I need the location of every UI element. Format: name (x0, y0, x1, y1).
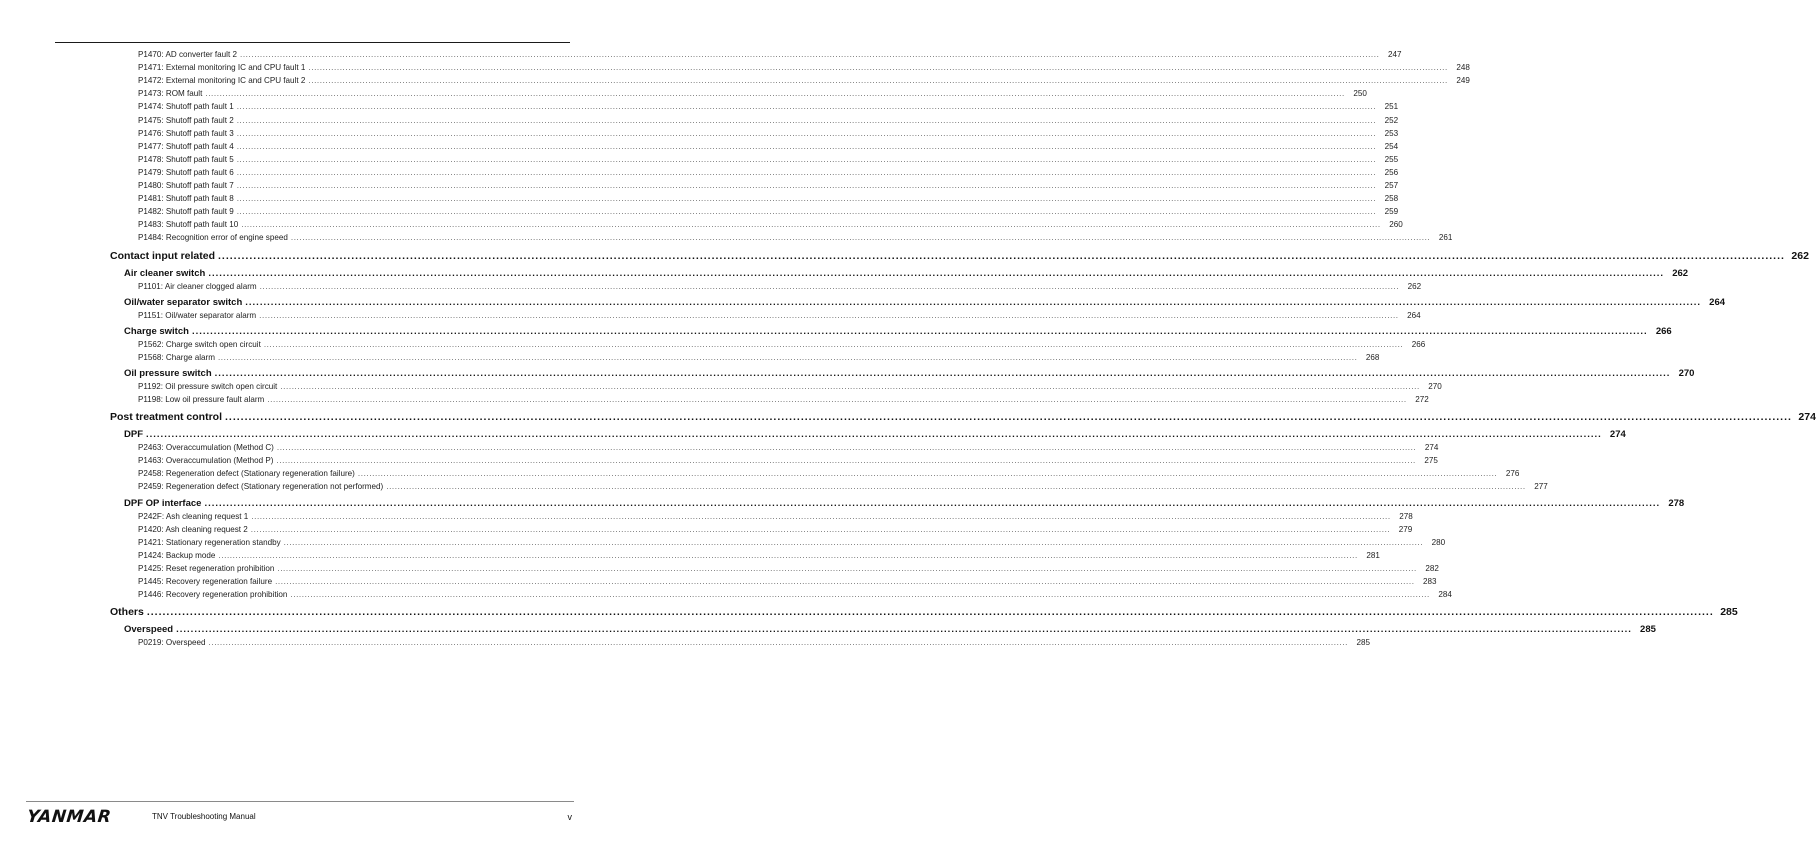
toc-entry[interactable] (138, 194, 1399, 204)
toc-page-number: 264 (1709, 296, 1726, 308)
dot-leader: ................................................................................................................................................................................................................................................................................................................................................................................................................ (236, 141, 1377, 151)
toc-entry[interactable] (138, 524, 1413, 534)
toc-page-number: 261 (1438, 233, 1453, 243)
toc-entry[interactable] (138, 76, 1470, 86)
toc-page-number: 282 (1425, 563, 1439, 573)
toc-section[interactable] (110, 249, 1809, 262)
toc-entry-title: Post treatment control (110, 411, 223, 424)
toc-entry-title: Oil pressure switch (124, 367, 212, 379)
toc-entry-title: P1562: Charge switch open circuit (138, 339, 261, 349)
dot-leader: ................................................................................................................................................................................................................................................................................................................................................................................................................ (218, 550, 1358, 560)
dot-leader: ................................................................................................................................................................................................................................................................................................................................................................................................................ (259, 310, 1399, 320)
toc-entry[interactable] (138, 181, 1399, 190)
toc-entry[interactable] (138, 352, 1380, 362)
toc-page-number: 281 (1366, 550, 1380, 560)
manual-title: TNV Troubleshooting Manual (152, 812, 256, 821)
toc-section[interactable] (110, 411, 1816, 424)
dot-leader: ................................................................................................................................................................................................................................................................................................................................................................................................................ (218, 249, 1785, 262)
dot-leader: ................................................................................................................................................................................................................................................................................................................................................................................................................ (236, 115, 1377, 125)
toc-entry[interactable] (138, 511, 1413, 521)
toc-page-number: 258 (1384, 194, 1399, 204)
toc-entry-title: P1471: External monitoring IC and CPU fault 1 (138, 63, 306, 73)
dot-leader: ................................................................................................................................................................................................................................................................................................................................................................................................................ (236, 207, 1377, 217)
footer-rule (26, 801, 574, 802)
toc-entry-title: P1476: Shutoff path fault 3 (138, 128, 234, 138)
dot-leader: ................................................................................................................................................................................................................................................................................................................................................................................................................ (276, 456, 1416, 466)
toc-entry[interactable] (138, 128, 1399, 138)
dot-leader: ................................................................................................................................................................................................................................................................................................................................................................................................................ (308, 63, 1448, 73)
toc-page-number: 274 (1798, 411, 1816, 424)
toc-page-number: 247 (1387, 50, 1402, 59)
toc-page-number: 275 (1424, 456, 1438, 466)
dot-leader: ................................................................................................................................................................................................................................................................................................................................................................................................................ (277, 563, 1417, 573)
toc-entry[interactable] (138, 233, 1453, 243)
toc-subsection[interactable] (124, 429, 1626, 441)
toc-page-number: 260 (1389, 220, 1403, 230)
toc-entry-title: Others (110, 606, 144, 619)
toc-entry[interactable] (138, 456, 1438, 466)
toc-entry[interactable] (138, 310, 1421, 320)
toc-entry[interactable] (138, 563, 1439, 573)
toc-entry[interactable] (138, 220, 1403, 230)
toc-entry-title: P1425: Reset regeneration prohibition (138, 563, 275, 573)
toc-page-number: 259 (1384, 207, 1399, 217)
toc-entry-title: P1475: Shutoff path fault 2 (138, 115, 234, 125)
toc-entry-title: P1474: Shutoff path fault 1 (138, 102, 234, 112)
toc-entry-title: P1473: ROM fault (138, 89, 203, 99)
dot-leader: ................................................................................................................................................................................................................................................................................................................................................................................................................ (283, 537, 1424, 547)
toc-page-number: 283 (1423, 577, 1437, 586)
toc-page-number: 256 (1384, 167, 1399, 177)
toc-page-number: 262 (1407, 281, 1422, 291)
toc-page-number: 280 (1431, 537, 1446, 547)
toc-entry[interactable] (138, 89, 1367, 99)
toc-section[interactable] (110, 606, 1738, 619)
toc-page-number: 285 (1356, 638, 1370, 648)
dot-leader: ................................................................................................................................................................................................................................................................................................................................................................................................................ (239, 50, 1380, 59)
toc-entry[interactable] (138, 167, 1399, 177)
toc-entry-title: P1424: Backup mode (138, 550, 216, 560)
dot-leader: ................................................................................................................................................................................................................................................................................................................................................................................................................ (357, 469, 1498, 479)
toc-entry[interactable] (138, 550, 1380, 560)
toc-entry-title: P2463: Overaccumulation (Method C) (138, 443, 274, 453)
toc-page-number: 284 (1438, 590, 1452, 600)
toc-entry[interactable] (138, 339, 1426, 349)
toc-entry[interactable] (138, 141, 1399, 151)
dot-leader: ................................................................................................................................................................................................................................................................................................................................................................................................................ (236, 167, 1377, 177)
toc-page-number: 264 (1407, 310, 1421, 320)
toc-page-number: 277 (1534, 482, 1548, 492)
toc-page-number: 279 (1398, 524, 1413, 534)
toc-page-number: 249 (1456, 76, 1470, 86)
toc-entry-title: P1480: Shutoff path fault 7 (138, 181, 234, 190)
toc-page-number: 274 (1609, 429, 1626, 441)
dot-leader: ................................................................................................................................................................................................................................................................................................................................................................................................................ (236, 181, 1377, 190)
toc-entry-title: Air cleaner switch (124, 267, 206, 279)
dot-leader: ................................................................................................................................................................................................................................................................................................................................................................................................................ (308, 76, 1448, 86)
toc-page-number: 254 (1384, 141, 1399, 151)
dot-leader: ................................................................................................................................................................................................................................................................................................................................................................................................................ (176, 624, 1632, 636)
toc-page-number: 255 (1384, 154, 1399, 164)
toc-entry-title: P1101: Air cleaner clogged alarm (138, 281, 257, 291)
toc-page-number: 257 (1384, 181, 1399, 190)
yanmar-logo: YANMAR (25, 807, 113, 827)
toc-entry[interactable] (138, 50, 1402, 59)
toc-entry-title: P1472: External monitoring IC and CPU fault 2 (138, 76, 306, 86)
toc-entry-title: P1470: AD converter fault 2 (138, 50, 237, 59)
toc-entry[interactable] (138, 537, 1446, 547)
toc-entry-title: P1463: Overaccumulation (Method P) (138, 456, 274, 466)
toc-entry[interactable] (138, 102, 1399, 112)
dot-leader: ................................................................................................................................................................................................................................................................................................................................................................................................................ (241, 220, 1381, 230)
toc-entry-title: P1198: Low oil pressure fault alarm (138, 395, 265, 404)
toc-entry-title: P1483: Shutoff path fault 10 (138, 220, 239, 230)
dot-leader: ................................................................................................................................................................................................................................................................................................................................................................................................................ (250, 524, 1391, 534)
dot-leader: ................................................................................................................................................................................................................................................................................................................................................................................................................ (236, 194, 1377, 204)
toc-entry-title: P1446: Recovery regeneration prohibition (138, 590, 288, 600)
toc-page-number: 266 (1411, 339, 1426, 349)
header-rule (55, 42, 570, 43)
toc-entry-title: Charge switch (124, 325, 189, 337)
dot-leader: ................................................................................................................................................................................................................................................................................................................................................................................................................ (236, 128, 1377, 138)
toc-entry-title: P1151: Oil/water separator alarm (138, 310, 257, 320)
dot-leader: ................................................................................................................................................................................................................................................................................................................................................................................................................ (275, 577, 1415, 586)
toc-page-number: 248 (1456, 63, 1470, 73)
toc-entry[interactable] (138, 154, 1399, 164)
toc-entry[interactable] (138, 381, 1442, 391)
toc-subsection[interactable] (124, 497, 1685, 509)
dot-leader: ................................................................................................................................................................................................................................................................................................................................................................................................................ (208, 267, 1665, 279)
dot-leader: ................................................................................................................................................................................................................................................................................................................................................................................................................ (214, 367, 1671, 379)
dot-leader: ................................................................................................................................................................................................................................................................................................................................................................................................................ (386, 482, 1526, 492)
dot-leader: ................................................................................................................................................................................................................................................................................................................................................................................................................ (217, 352, 1358, 362)
toc-entry-title: P1568: Charge alarm (138, 352, 215, 362)
dot-leader: ................................................................................................................................................................................................................................................................................................................................................................................................................ (267, 395, 1407, 404)
toc-page-number: 272 (1415, 395, 1429, 404)
toc-entry-title: P242F: Ash cleaning request 1 (138, 511, 249, 521)
toc-page-number: 262 (1672, 267, 1689, 279)
dot-leader: ................................................................................................................................................................................................................................................................................................................................................................................................................ (251, 511, 1391, 521)
dot-leader: ................................................................................................................................................................................................................................................................................................................................................................................................................ (236, 102, 1377, 112)
toc-entry[interactable] (138, 395, 1429, 404)
toc-entry[interactable] (138, 207, 1399, 217)
dot-leader: ................................................................................................................................................................................................................................................................................................................................................................................................................ (236, 154, 1377, 164)
toc-entry[interactable] (138, 443, 1439, 453)
dot-leader: ................................................................................................................................................................................................................................................................................................................................................................................................................ (290, 590, 1430, 600)
toc-page-number: 266 (1655, 325, 1672, 337)
toc-entry-title: P1420: Ash cleaning request 2 (138, 524, 248, 534)
toc-entry[interactable] (138, 63, 1470, 73)
toc-entry-title: P1192: Oil pressure switch open circuit (138, 381, 278, 391)
page-footer (26, 806, 574, 830)
toc-page-number: 278 (1668, 497, 1685, 509)
dot-leader: ................................................................................................................................................................................................................................................................................................................................................................................................................ (263, 339, 1404, 349)
toc-entry-title: P1478: Shutoff path fault 5 (138, 154, 234, 164)
toc-subsection[interactable] (124, 296, 1726, 308)
toc-entry-title: P1479: Shutoff path fault 6 (138, 167, 234, 177)
toc-page-number: 276 (1505, 469, 1520, 479)
toc-entry[interactable] (138, 281, 1422, 291)
toc-entry-title: DPF OP interface (124, 497, 202, 509)
dot-leader: ................................................................................................................................................................................................................................................................................................................................................................................................................ (146, 429, 1602, 441)
toc-subsection[interactable] (124, 367, 1695, 379)
toc-entry[interactable] (138, 482, 1548, 492)
toc-entry-title: Overspeed (124, 624, 174, 636)
toc-page-number: 270 (1678, 367, 1695, 379)
toc-entry[interactable] (138, 590, 1452, 600)
toc-entry-title: P0219: Overspeed (138, 638, 206, 648)
toc-page-number: 270 (1428, 381, 1442, 391)
toc-entry-title: Oil/water separator switch (124, 296, 243, 308)
toc-subsection[interactable] (124, 325, 1672, 337)
page-number: v (567, 812, 572, 822)
toc-entry-title: P1421: Stationary regeneration standby (138, 537, 281, 547)
dot-leader: ................................................................................................................................................................................................................................................................................................................................................................................................................ (276, 443, 1417, 453)
toc-page-number: 268 (1365, 352, 1380, 362)
dot-leader: ................................................................................................................................................................................................................................................................................................................................................................................................................ (204, 497, 1661, 509)
toc-page-number: 251 (1384, 102, 1399, 112)
toc-entry-title: P2459: Regeneration defect (Stationary regeneration not performed) (138, 482, 384, 492)
toc-entry-title: P1477: Shutoff path fault 4 (138, 141, 234, 151)
dot-leader: ................................................................................................................................................................................................................................................................................................................................................................................................................ (191, 325, 1648, 337)
toc-entry-title: P1484: Recognition error of engine speed (138, 233, 288, 243)
toc-page-number: 253 (1384, 128, 1399, 138)
dot-leader: ................................................................................................................................................................................................................................................................................................................................................................................................................ (245, 296, 1702, 308)
toc-page-number: 252 (1384, 115, 1399, 125)
dot-leader: ................................................................................................................................................................................................................................................................................................................................................................................................................ (208, 638, 1348, 648)
toc-page-number: 262 (1791, 249, 1809, 262)
toc-entry-title: P1445: Recovery regeneration failure (138, 577, 273, 586)
toc-subsection[interactable] (124, 624, 1656, 636)
toc-entry[interactable] (138, 115, 1399, 125)
toc-page-number: 285 (1720, 606, 1738, 619)
dot-leader: ................................................................................................................................................................................................................................................................................................................................................................................................................ (146, 606, 1714, 619)
dot-leader: ................................................................................................................................................................................................................................................................................................................................................................................................................ (259, 281, 1400, 291)
toc-page-number: 250 (1353, 89, 1367, 99)
dot-leader: ................................................................................................................................................................................................................................................................................................................................................................................................................ (225, 411, 1792, 424)
toc-entry-title: DPF (124, 429, 143, 441)
toc-page-number: 278 (1399, 511, 1413, 521)
toc-entry[interactable] (138, 638, 1370, 648)
toc-page-number: 274 (1424, 443, 1439, 453)
toc-entry-title: Contact input related (110, 249, 216, 262)
toc-entry-title: P2458: Regeneration defect (Stationary regeneration failure) (138, 469, 355, 479)
toc-entry-title: P1481: Shutoff path fault 8 (138, 194, 234, 204)
toc-entry[interactable] (138, 469, 1520, 479)
dot-leader: ................................................................................................................................................................................................................................................................................................................................................................................................................ (280, 381, 1420, 391)
toc-page-number: 285 (1640, 624, 1656, 636)
toc-entry[interactable] (138, 577, 1437, 586)
toc-subsection[interactable] (124, 267, 1689, 279)
toc-entry-title: P1482: Shutoff path fault 9 (138, 207, 234, 217)
dot-leader: ................................................................................................................................................................................................................................................................................................................................................................................................................ (205, 89, 1345, 99)
dot-leader: ................................................................................................................................................................................................................................................................................................................................................................................................................ (290, 233, 1431, 243)
